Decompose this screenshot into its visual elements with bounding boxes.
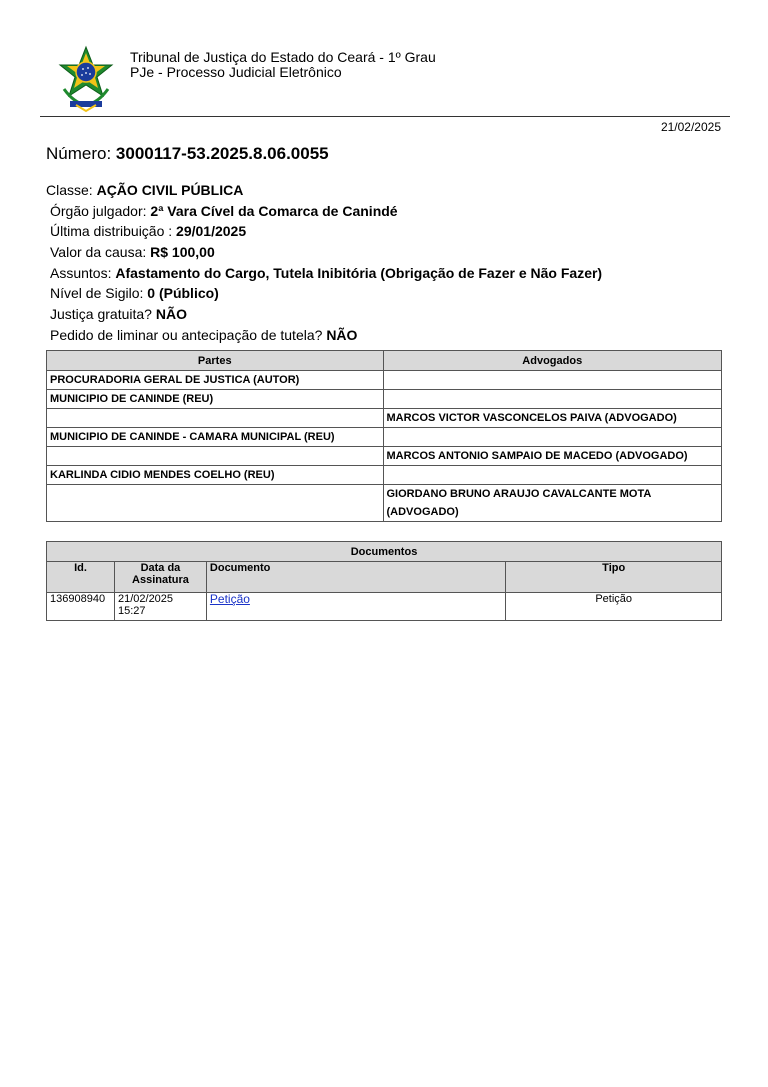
header-divider [40, 116, 730, 117]
party-cell: MUNICIPIO DE CANINDE - CAMARA MUNICIPAL (REU) [47, 428, 384, 447]
table-row [47, 409, 722, 428]
field-orgao-julgador [46, 201, 602, 222]
header-advogados: Advogados [383, 351, 722, 371]
brazil-coat-of-arms-icon [54, 45, 118, 113]
table-row [47, 428, 722, 447]
party-cell [47, 409, 384, 428]
doc-date-cell [114, 593, 206, 621]
header-data-assinatura: Data da Assinatura [114, 562, 206, 593]
court-name: Tribunal de Justiça do Estado do Ceará - 1º Grau [130, 49, 436, 65]
process-number-label: Número: [46, 144, 112, 163]
table-row [47, 390, 722, 409]
field-ultima-distribuicao [46, 221, 602, 242]
field-assuntos [46, 263, 602, 284]
parties-table [46, 350, 722, 522]
field-label: Nível de Sigilo: [50, 285, 144, 302]
field-nivel-sigilo [46, 283, 602, 304]
lawyer-cell: GIORDANO BRUNO ARAUJO CAVALCANTE MOTA (ADVOGADO) [383, 485, 722, 522]
header-id: Id. [47, 562, 115, 593]
lawyer-cell [383, 428, 722, 447]
field-pedido-liminar [46, 325, 602, 346]
field-value: NÃO [326, 326, 358, 343]
table-row [47, 466, 722, 485]
field-label: Última distribuição : [50, 223, 173, 240]
table-row [47, 447, 722, 466]
field-label: Assuntos: [50, 264, 112, 281]
parties-header-row [47, 351, 722, 371]
lawyer-cell [383, 390, 722, 409]
field-label: Órgão julgador: [50, 202, 147, 219]
lawyer-cell: MARCOS ANTONIO SAMPAIO DE MACEDO (ADVOGADO) [383, 447, 722, 466]
process-number-value: 3000117-53.2025.8.06.0055 [115, 144, 329, 163]
documents-caption: Documentos [47, 542, 722, 562]
party-cell: KARLINDA CIDIO MENDES COELHO (REU) [47, 466, 384, 485]
process-number [46, 144, 329, 164]
field-value: Afastamento do Cargo, Tutela Inibitória (Obrigação de Fazer e Não Fazer) [115, 264, 603, 281]
document-link[interactable]: Petição [209, 592, 250, 606]
field-value: 2ª Vara Cível da Comarca de Canindé [150, 202, 398, 219]
doc-time: 15:27 [117, 605, 146, 617]
doc-type: Petição [506, 593, 722, 621]
field-value: 29/01/2025 [176, 223, 247, 240]
doc-date: 21/02/2025 [117, 593, 174, 605]
court-header [130, 50, 436, 80]
process-info [46, 180, 602, 346]
print-date: 21/02/2025 [660, 120, 721, 134]
header-partes: Partes [47, 351, 384, 371]
field-label: Classe: [46, 182, 93, 198]
party-cell [47, 447, 384, 466]
field-valor-causa [46, 242, 602, 263]
lawyer-cell [383, 466, 722, 485]
lawyer-cell: MARCOS VICTOR VASCONCELOS PAIVA (ADVOGADO) [383, 409, 722, 428]
documents-table [46, 541, 722, 621]
field-label: Pedido de liminar ou antecipação de tutela? [50, 326, 323, 343]
table-row [47, 485, 722, 522]
documents-header-row [47, 562, 722, 593]
field-value: NÃO [155, 306, 187, 323]
field-label: Valor da causa: [50, 244, 147, 261]
field-value: R$ 100,00 [150, 244, 215, 261]
lawyer-cell [383, 371, 722, 390]
field-value: AÇÃO CIVIL PÚBLICA [96, 182, 244, 198]
field-justica-gratuita [46, 304, 602, 325]
party-cell: PROCURADORIA GERAL DE JUSTICA (AUTOR) [47, 371, 384, 390]
table-row [47, 371, 722, 390]
party-cell [47, 485, 384, 522]
header-tipo: Tipo [506, 562, 722, 593]
table-row [47, 593, 722, 621]
header-documento: Documento [206, 562, 505, 593]
field-classe [46, 180, 602, 201]
field-label: Justiça gratuita? [50, 306, 152, 323]
doc-name-cell [206, 593, 505, 621]
doc-id: 136908940 [47, 593, 115, 621]
party-cell: MUNICIPIO DE CANINDE (REU) [47, 390, 384, 409]
documents-caption-row [47, 542, 722, 562]
system-name: PJe - Processo Judicial Eletrônico [130, 64, 342, 80]
field-value: 0 (Público) [147, 285, 219, 302]
